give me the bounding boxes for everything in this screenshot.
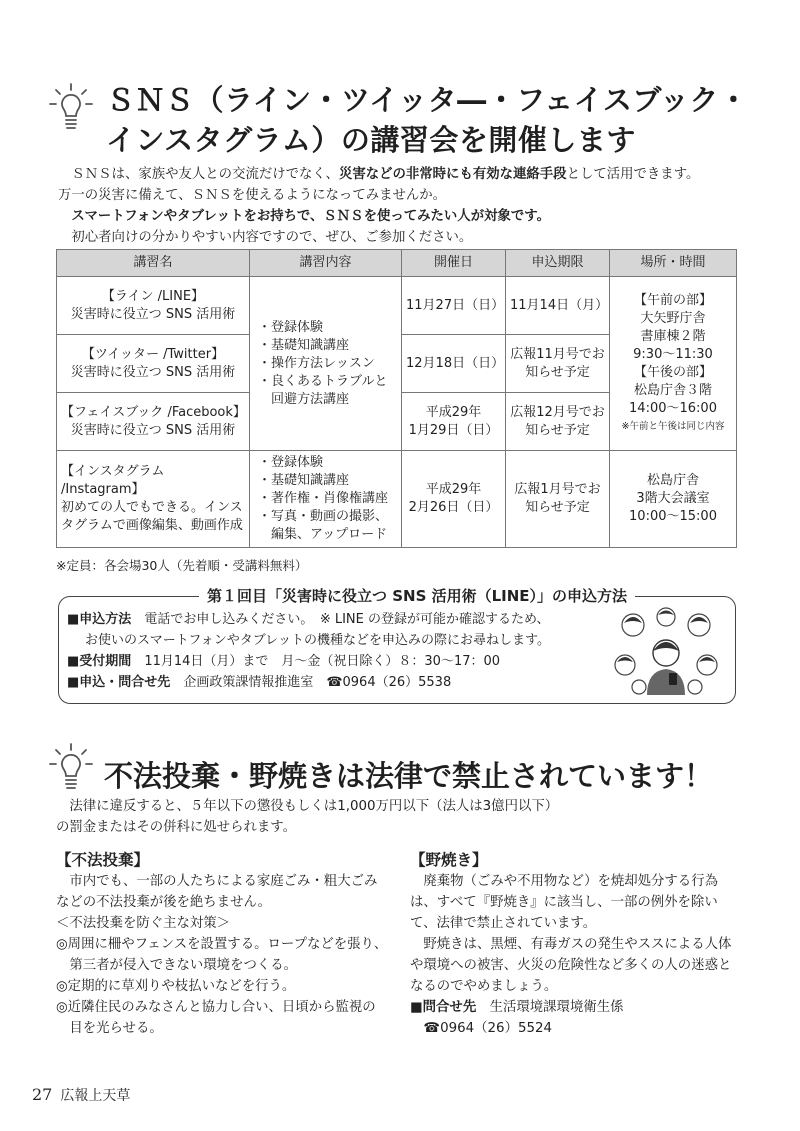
table-header: 申込期限 <box>506 250 610 277</box>
content-item: ・著作権・肖像権講座 <box>258 491 389 506</box>
deadline-cell: 広報1月号でお知らせ予定 <box>506 451 610 548</box>
section2-intro <box>56 796 736 838</box>
table-header: 講習名 <box>57 250 250 277</box>
intro-line3 <box>58 206 748 227</box>
date-cell <box>402 393 506 451</box>
course-name: 【フェイスブック /Facebook】 <box>61 404 246 420</box>
am-time: 9:30〜11:30 <box>633 346 713 362</box>
application-method <box>67 609 627 630</box>
course-sub: 初めての人でもできる。インスタグラムで画像編集、動画作成 <box>61 500 243 533</box>
content-item: ・操作方法レッスン <box>258 355 375 371</box>
publication-name: 広報上天草 <box>60 1088 131 1104</box>
date-cell <box>402 451 506 548</box>
course-name-cell <box>57 277 250 335</box>
footer <box>32 1085 130 1105</box>
date-year: 平成29年 <box>425 404 482 420</box>
illegal-dumping-column <box>56 850 388 1039</box>
am-place: 大矢野庁舎 <box>640 310 706 326</box>
course-name-cell <box>57 393 250 451</box>
period-label: ■受付期間 <box>67 654 132 669</box>
intro-line1-post: として活用できます。 <box>566 167 700 182</box>
course-table <box>56 249 737 548</box>
content-item: ・基礎知識講座 <box>258 337 350 353</box>
intro-line2: 万一の災害に備えて、ＳＮＳを使えるようになってみませんか。 <box>58 188 447 203</box>
table-row <box>57 451 737 548</box>
place-b-time: 10:00〜15:00 <box>629 509 717 524</box>
open-burning-p1: 廃棄物（ごみや不用物など）を焼却処分する行為は、すべて『野焼き』に該当し、一部の例外を除いて、法律で禁止されています。 <box>410 874 718 931</box>
section1-title <box>106 80 768 160</box>
application-contact <box>67 672 627 693</box>
contact-label: ■問合せ先 <box>410 1000 477 1015</box>
course-sub: 災害時に役立つ SNS 活用術 <box>70 422 236 438</box>
illegal-dumping-p2: ＜不法投棄を防ぐ主な対策＞ <box>56 916 231 931</box>
method-text: 電話でお申し込みください。 ※ LINE の登録が可能か確認するため、 <box>144 612 550 627</box>
contact-text: 企画政策課情報推進室 ☎0964（26）5538 <box>183 675 452 690</box>
illegal-dumping-bullets <box>56 934 388 1039</box>
course-content-cell <box>250 451 402 548</box>
contact-text: 生活環境課環境衛生係 <box>489 1000 624 1015</box>
place-b: 松島庁舎 <box>646 473 699 488</box>
content-list-b <box>254 454 397 544</box>
content-item: ・写真・動画の撮影、編集、アップロード <box>258 509 389 542</box>
table-header: 開催日 <box>402 250 506 277</box>
open-burning-p2: 野焼きは、黒煙、有毒ガスの発生やススによる人体や環境への被害、火災の危険性など多くの人の迷惑となるのでやめましょう。 <box>410 937 732 994</box>
lightbulb-icon <box>48 82 94 134</box>
place-cell <box>610 277 737 451</box>
content-list-a <box>254 319 397 409</box>
deadline-cell: 11月14日（月） <box>506 277 610 335</box>
pm-place: 松島庁舎３階 <box>633 382 712 398</box>
open-burning-heading: 【野焼き】 <box>410 851 488 869</box>
course-sub: 災害時に役立つ SNS 活用術 <box>70 364 236 380</box>
section1-header <box>48 80 768 160</box>
am-place2: 書庫棟２階 <box>640 328 706 344</box>
contact-label: ■申込・問合せ先 <box>67 675 171 690</box>
intro-line1-pre: ＳＮＳは、家族や友人との交流だけでなく、 <box>71 167 339 182</box>
course-content-cell <box>250 277 402 451</box>
date-cell: 12月18日（日） <box>402 335 506 393</box>
section2-title: 不法投棄・野焼きは法律で禁止されています！ <box>104 759 714 793</box>
intro-line4: 初心者向けの分かりやすい内容ですので、ぜひ、ご参加ください。 <box>71 230 473 245</box>
application-box <box>58 587 736 704</box>
intro-line1-bold: 災害などの非常時にも有効な連絡手段 <box>338 167 567 182</box>
date-year: 平成29年 <box>425 482 482 497</box>
course-name-cell <box>57 335 250 393</box>
section2-header <box>48 740 768 800</box>
application-lines <box>67 609 627 693</box>
course-name: 【インスタグラム /Instagram】 <box>61 464 165 497</box>
course-sub: 災害時に役立つ SNS 活用術 <box>70 306 236 322</box>
people-illustration <box>611 607 721 695</box>
intro-line1 <box>58 164 748 185</box>
open-burning-column <box>410 850 742 1039</box>
course-name: 【ライン /LINE】 <box>101 288 205 304</box>
content-item: ・良くあるトラブルと回避方法講座 <box>258 373 388 407</box>
measure-item: ◎近隣住民のみなさんと協力し合い、日頃から監視の目を光らせる。 <box>56 1000 376 1036</box>
section1-title-line2: インスタグラム）の講習会を開催します <box>106 123 636 157</box>
illegal-dumping-p1: 市内でも、一部の人たちによる家庭ごみ・粗大ごみなどの不法投棄が後を絶ちません。 <box>56 874 378 910</box>
deadline-cell: 広報12月号でお知らせ予定 <box>506 393 610 451</box>
capacity-note: ※定員：各会場30人（先着順・受講料無料） <box>56 558 308 573</box>
period-text: 11月14日（月）まで 月〜金（祝日除く）８：30〜17：00 <box>144 654 501 669</box>
application-title: 第１回目「災害時に役立つ SNS 活用術（LINE）」の申込方法 <box>199 585 635 606</box>
method-label: ■申込方法 <box>67 612 132 627</box>
content-item: ・登録体験 <box>258 455 324 470</box>
place-cell <box>610 451 737 548</box>
section1-intro <box>58 164 748 248</box>
intro-line3-bold: スマートフォンやタブレットをお持ちで、ＳＮＳを使ってみたい人が対象です。 <box>71 209 550 224</box>
application-method2: お使いのスマートフォンやタブレットの機種などを申込みの際にお尋ねします。 <box>85 633 551 648</box>
pm-label: 【午後の部】 <box>633 364 712 380</box>
content-item: ・登録体験 <box>258 319 324 335</box>
measure-item: ◎定期的に草刈りや枝払いなどを行う。 <box>56 979 296 994</box>
date-cell: 11月27日（日） <box>402 277 506 335</box>
lightbulb-icon <box>48 742 94 794</box>
place-note: ※午前と午後は同じ内容 <box>621 420 725 432</box>
am-label: 【午前の部】 <box>633 292 712 308</box>
pm-time: 14:00〜16:00 <box>629 400 717 416</box>
place-b2: 3階大会議室 <box>636 491 710 506</box>
page-number: 27 <box>32 1085 53 1104</box>
course-name: 【ツイッター /Twitter】 <box>81 346 225 362</box>
section1-title-line1: ＳＮＳ（ライン・ツイッタ―・フェイスブック・ <box>106 83 749 117</box>
illegal-dumping-heading: 【不法投棄】 <box>56 851 150 869</box>
content-item: ・基礎知識講座 <box>258 473 350 488</box>
table-header: 場所・時間 <box>610 250 737 277</box>
application-period <box>67 651 627 672</box>
table-header: 講習内容 <box>250 250 402 277</box>
measure-item: ◎周囲に柵やフェンスを設置する。ロープなどを張り、第三者が侵入できない環境をつくる。 <box>56 937 388 973</box>
deadline-cell: 広報11月号でお知らせ予定 <box>506 335 610 393</box>
course-name-cell <box>57 451 250 548</box>
section2-intro-line2: の罰金またはその併科に処せられます。 <box>56 820 296 835</box>
open-burning-phone: ☎0964（26）5524 <box>423 1021 553 1036</box>
section2-intro-line1: 法律に違反すると、５年以下の懲役もしくは1,000万円以下（法人は3億円以下） <box>69 799 559 814</box>
open-burning-contact <box>410 997 742 1018</box>
date-day: 2月26日（日） <box>408 500 499 515</box>
table-row <box>57 277 737 335</box>
table-header-row <box>57 250 737 277</box>
date-day: 1月29日（日） <box>408 422 499 438</box>
